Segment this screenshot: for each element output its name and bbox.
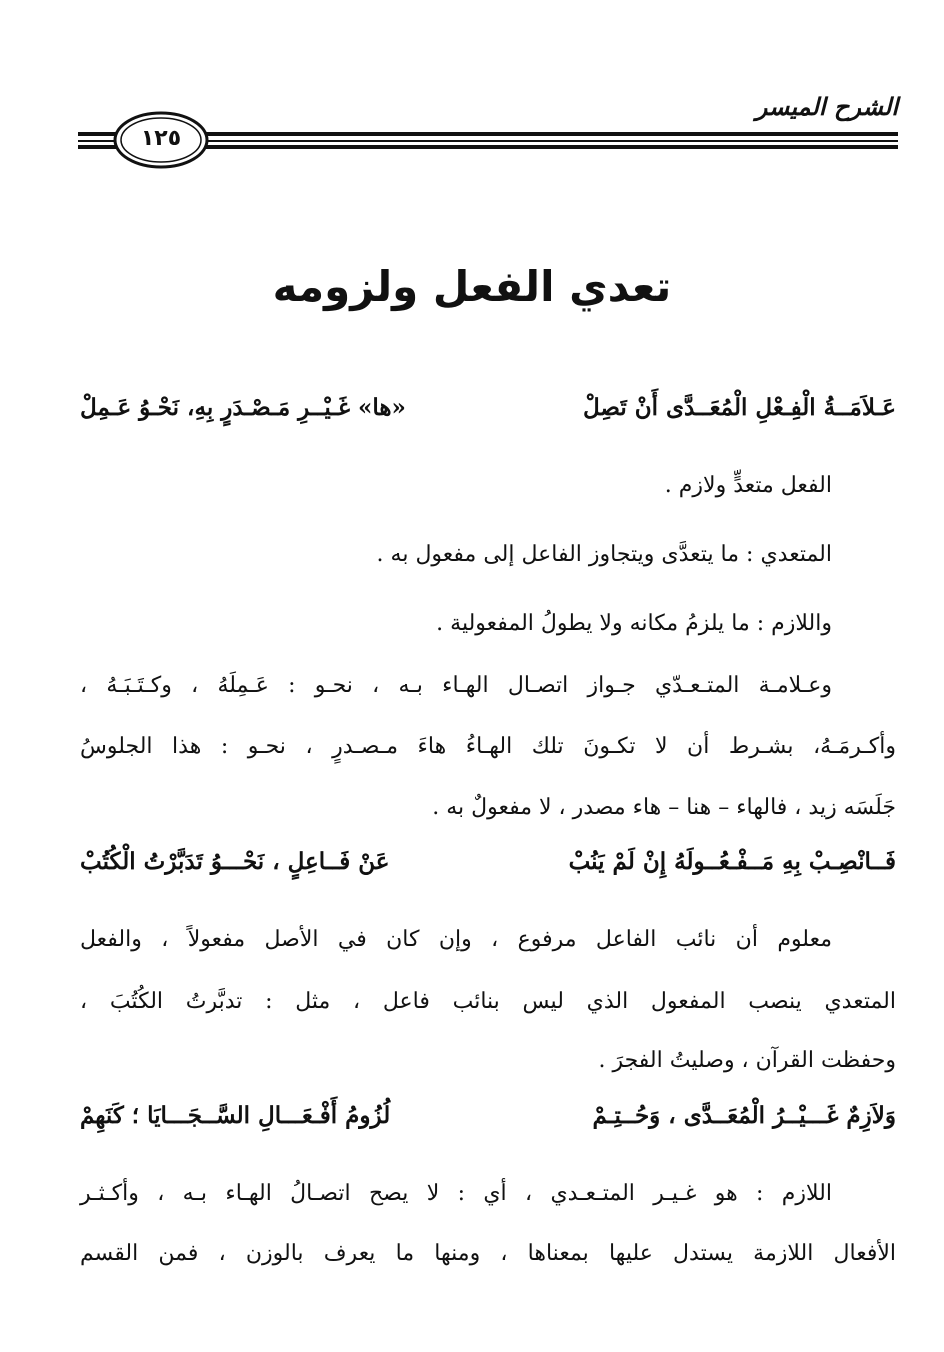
chapter-title: تعدي الفعل ولزومه — [272, 262, 672, 311]
verse-1-left-hemistich: «ها» غَـيْــرِ مَـصْـدَرٍ بِهِ، نَحْـوُ عَـمِلْ — [80, 394, 406, 421]
verse-2-right-hemistich: فَــانْصِـبْ بِهِ مَــفْـعُــولَهُ إِنْ لَمْ يَنُبْ — [568, 848, 896, 875]
verse-3-right-hemistich: وَلاَزِمٌ غَـــيْــرُ الْمُعَــدَّى ، وَحُــتِـمْ — [592, 1102, 896, 1129]
paragraph-1-line-4: وعـلامـة المتـعـدّي جـواز اتصـال الهـاء بـه ، نحـو : عَـمِلَهُ ، وكـتَـبَـهُ ، — [80, 673, 832, 698]
paragraph-1-line-6: جَلَسَه زيد ، فالهاء – هنا – هاء مصدر ، لا مفعولٌ به . — [432, 795, 896, 820]
verse-1-right-hemistich: عَـلاَمَــةُ الْفِـعْلِ الْمُعَــدَّى أَنْ تَصِلْ — [582, 394, 896, 421]
book-title: الشرح الميسر — [755, 93, 898, 121]
paragraph-2-line-1: معلوم أن نائب الفاعل مرفوع ، وإن كان في الأصل مفعولاً ، والفعل — [80, 927, 832, 952]
paragraph-3-line-1: اللازم : هو غـيـر المتـعـدي ، أي : لا يصح اتصـالُ الهـاء بـه ، وأكـثـر — [80, 1181, 832, 1206]
verse-2-left-hemistich: عَنْ فَــاعِلٍ ، نَحْـــوُ تَدَبَّرْتُ الْكُتُبْ — [80, 848, 390, 875]
verse-3-left-hemistich: لُزُومُ أَفْـعَـــالِ السَّــجَـــايَا ؛ كَنَهِمْ — [80, 1102, 391, 1129]
paragraph-1-line-3: واللازم : ما يلزمُ مكانه ولا يطولُ المفعولية . — [436, 611, 832, 636]
paragraph-2-line-2: المتعدي ينصب المفعول الذي ليس بنائب فاعل ، مثل : تدبَّرتُ الكُتُبَ ، — [80, 989, 896, 1014]
paragraph-1-line-2: المتعدي : ما يتعدَّى ويتجاوز الفاعل إلى مفعول به . — [376, 542, 832, 567]
page-number: ١٢٥ — [140, 126, 182, 151]
paragraph-3-line-2: الأفعال اللازمة يستدل عليها بمعناها ، ومنها ما يعرف بالوزن ، فمن القسم — [80, 1241, 896, 1266]
paragraph-1-line-5: وأكـرمَـهُ، بشـرط أن لا تكـونَ تلك الهـاءُ هاءَ مـصـدرٍ ، نحـو : هذا الجلوسُ — [80, 734, 896, 759]
paragraph-2-line-3: وحفظت القرآن ، وصليتُ الفجرَ . — [598, 1048, 896, 1073]
paragraph-1-line-1: الفعل متعدٍّ ولازم . — [664, 473, 832, 498]
page-header — [78, 92, 898, 172]
